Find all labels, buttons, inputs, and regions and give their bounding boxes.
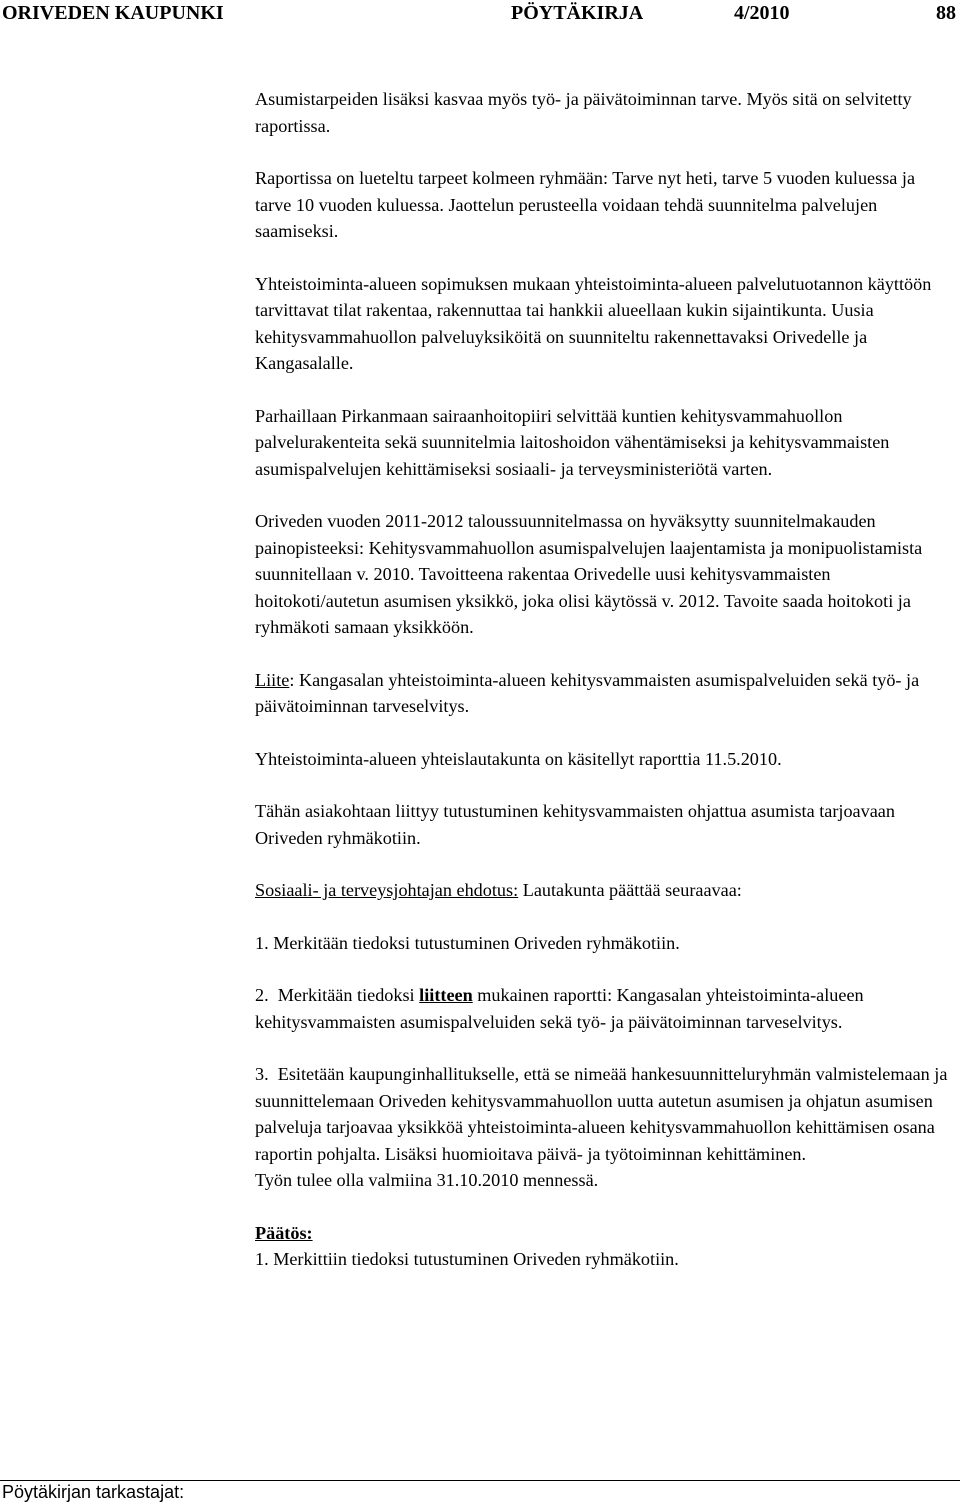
proposal-item-1 xyxy=(255,930,955,957)
decision-label: Päätös: xyxy=(255,1222,313,1243)
item-number: 1. xyxy=(255,932,269,953)
paragraph-groups: Raportissa on lueteltu tarpeet kolmeen ryhmään: Tarve nyt heti, tarve 5 vuoden kuluessa ja tarve 10 vuoden kuluessa. Jaottelun perusteella voidaan tehdä suunnitelma palvelujen saamiseksi. xyxy=(255,168,916,241)
proposal-item-2 xyxy=(255,982,955,1035)
item-text-post: mukainen raportti: Kangasalan yhteistoiminta-alueen kehitysvammaisten asumispalveluiden sekä työ- ja päivätoiminnan tarveselvitys. xyxy=(255,985,864,1032)
attachment-text: : Kangasalan yhteistoiminta-alueen kehitysvammaisten asumispalveluiden sekä työ- ja päivätoiminnan tarveselvitys. xyxy=(255,669,920,716)
proposal-item-3 xyxy=(255,1061,955,1194)
decision-item-1 xyxy=(255,1246,955,1273)
item-number: 3. xyxy=(255,1064,269,1084)
paragraph-needs: Asumistarpeiden lisäksi kasvaa myös työ- ja päivätoiminnan tarve. Myös sitä on selvitetty raportissa. xyxy=(255,89,912,136)
decision-heading xyxy=(255,1220,955,1247)
footer-divider xyxy=(0,1480,960,1481)
item-text: Merkittiin tiedoksi tutustuminen Oriveden ryhmäkotiin. xyxy=(273,1249,679,1269)
paragraph-financial-plan: Oriveden vuoden 2011-2012 taloussuunnitelmassa on hyväksytty suunnitelmakauden painopisteeksi: Kehitysvammahuollon asumispalvelujen laajentamista ja monipuolistamista suunnitellaan v. 2010. Tavoitteena rakentaa Orivedelle uusi kehitysvammaisten hoitokoti/autetun asumisen yksikkö, joka olisi käytössä v. 2012. Tavoite saada hoitokoti ja ryhmäkoti samaan yksikköön. xyxy=(255,511,923,637)
attachment-label: Liite xyxy=(255,669,290,690)
organization-name: ORIVEDEN KAUPUNKI xyxy=(2,2,224,24)
item-text-pre: Merkitään tiedoksi xyxy=(277,985,420,1005)
attachment-reference-link: liitteen xyxy=(419,985,473,1005)
item-text: Esitetään kaupunginhallitukselle, että se nimeää hankesuunnitteluryhmän valmistelemaan ja suunnittelemaan Oriveden kehitysvammahuollon uutta autetun asumisen ja ohjatun asumisen palveluja tarjoavaa yksikköä yhteistoiminta-alueen kehitysvammahuollon kehittämisen osana raportin pohjalta. Lisäksi huomioitava päivä- ja työtoiminnan kehittäminen. xyxy=(255,1064,948,1164)
paragraph-visit: Tähän asiakohtaan liittyy tutustuminen kehitysvammaisten ohjattua asumista tarjoavaan Oriveden ryhmäkotiin. xyxy=(255,801,895,848)
proposal-text: Lautakunta päättää seuraavaa: xyxy=(518,880,742,900)
page-header xyxy=(0,0,960,34)
document-number: 4/2010 xyxy=(734,2,790,24)
proposal-label: Sosiaali- ja terveysjohtajan ehdotus: xyxy=(255,880,519,900)
item-number: 1. xyxy=(255,1249,269,1269)
item-number: 2. xyxy=(255,985,269,1005)
proposal-heading xyxy=(255,877,955,904)
page-number: 88 xyxy=(936,2,956,24)
paragraph-pirkanmaa: Parhaillaan Pirkanmaan sairaanhoitopiiri selvittää kuntien kehitysvammahuollon palvelurakenteita sekä suunnitelmia laitoshoidon vähentämiseksi ja kehitysvammaisten asumispalvelujen kehittämiseksi sosiaali- ja terveysministeriötä varten. xyxy=(255,405,890,479)
paragraph-joint-board: Yhteistoiminta-alueen yhteislautakunta on käsitellyt raporttia 11.5.2010. xyxy=(255,748,782,769)
paragraph-attachment xyxy=(255,667,955,720)
item-text: Merkitään tiedoksi tutustuminen Oriveden ryhmäkotiin. xyxy=(273,932,680,953)
document-body xyxy=(255,86,955,1299)
page-footer xyxy=(0,1480,960,1509)
paragraph-agreement: Yhteistoiminta-alueen sopimuksen mukaan yhteistoiminta-alueen palvelutuotannon käyttöön tarvittavat tilat rakentaa, rakennuttaa tai hankkii alueellaan kukin sijaintikunta. Uusia kehitysvammahuollon palveluyksiköitä on suunniteltu rakennettavaksi Orivedelle ja Kangasalalle. xyxy=(255,273,932,373)
minutes-reviewers-label: Pöytäkirjan tarkastajat: xyxy=(2,1482,185,1502)
document-type: PÖYTÄKIRJA xyxy=(511,2,644,24)
item-deadline: Työn tulee olla valmiina 31.10.2010 mennessä. xyxy=(255,1170,599,1190)
